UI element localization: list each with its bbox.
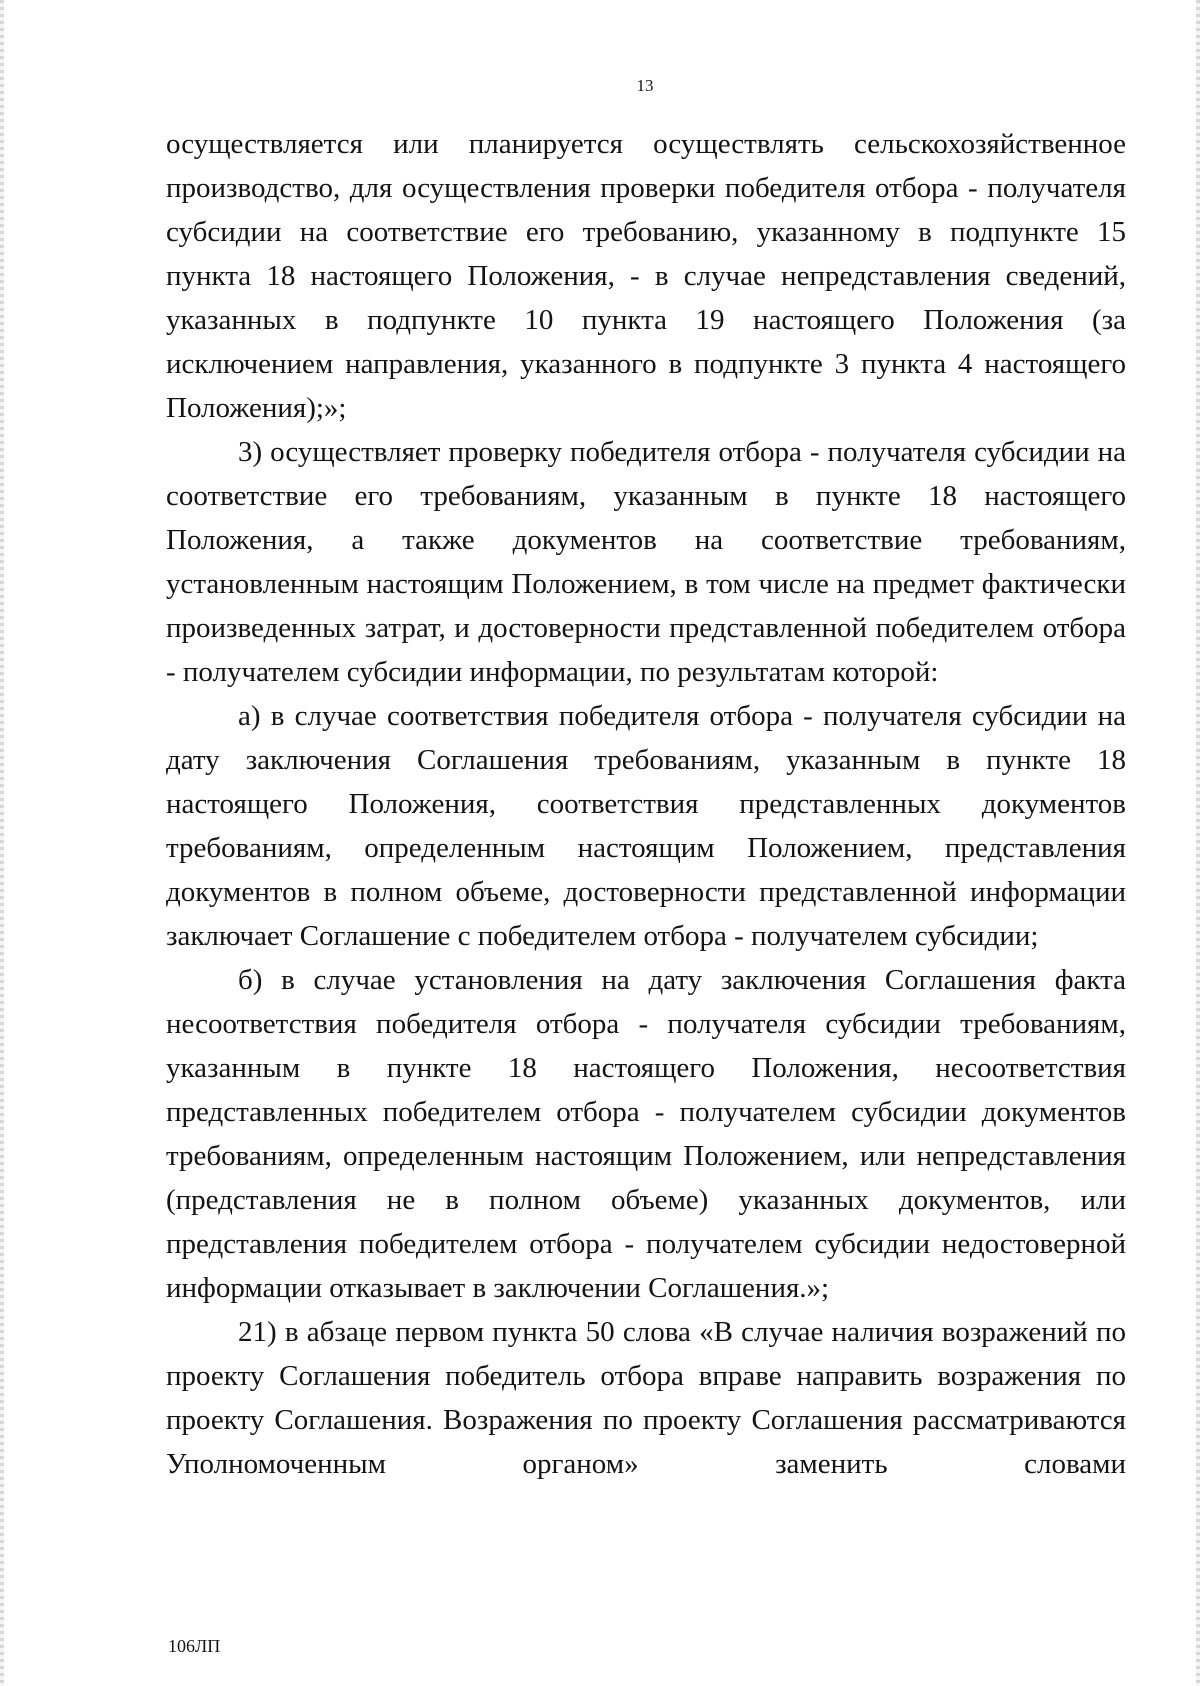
paragraph-continuation: осуществляется или планируется осуществлять сельскохозяйственное производство, для осуществления проверки победителя отбора - получателя субсидии на соответствие его требованию, указанному в подпункте 15 пункта 18 настоящего Положения, - в случае непредставления сведений, указанных в подпункте 10 пункта 19 настоящего Положения (за исключением направления, указанного в подпункте 3 пункта 4 настоящего Положения);»; <box>166 128 1126 424</box>
document-body <box>166 122 1126 1486</box>
scan-edge-left <box>0 0 4 1686</box>
scan-edge-right <box>1196 0 1200 1686</box>
paragraph-subitem-a: а) в случае соответствия победителя отбора - получателя субсидии на дату заключения Соглашения требованиям, указанным в пункте 18 настоящего Положения, соответствия представленных документов требованиям, определенным настоящим Положением, представления документов в полном объеме, достоверности представленной информации заключает Соглашение с победителем отбора - получателем субсидии; <box>166 700 1126 952</box>
paragraph-item-3: 3) осуществляет проверку победителя отбора - получателя субсидии на соответствие его требованиям, указанным в пункте 18 настоящего Положения, а также документов на соответствие требованиям, установленным настоящим Положением, в том числе на предмет фактически произведенных затрат, и достоверности представленной победителем отбора - получателем субсидии информации, по результатам которой: <box>166 436 1126 688</box>
paragraph-subitem-b: б) в случае установления на дату заключения Соглашения факта несоответствия победителя отбора - получателя субсидии требованиям, указанным в пункте 18 настоящего Положения, несоответствия представленных победителем отбора - получателем субсидии документов требованиям, определенным настоящим Положением, или непредставления (представления не в полном объеме) указанных документов, или представления победителем отбора - получателем субсидии недостоверной информации отказывает в заключении Соглашения.»; <box>166 964 1126 1304</box>
document-code: 106ЛП <box>168 1636 221 1656</box>
paragraph-item-21: 21) в абзаце первом пункта 50 слова «В случае наличия возражений по проекту Соглашения победитель отбора вправе направить возражения по проекту Соглашения. Возражения по проекту Соглашения рассматриваются Уполномоченным органом» заменить словами <box>166 1316 1126 1480</box>
page-number: 13 <box>636 76 654 95</box>
